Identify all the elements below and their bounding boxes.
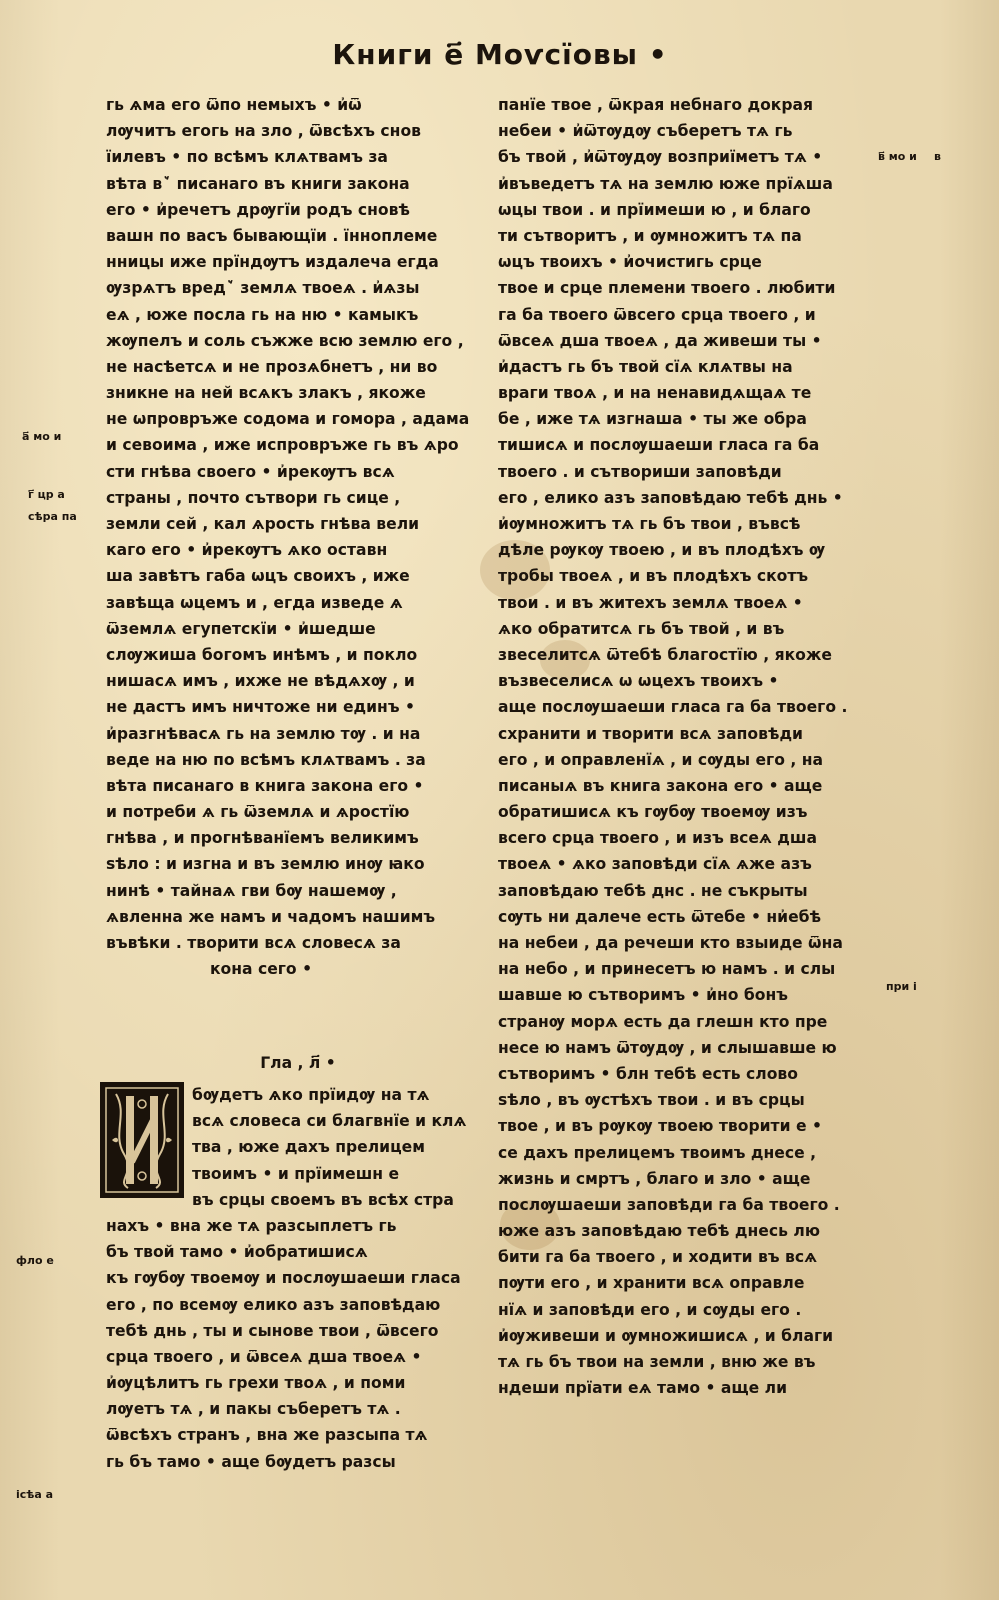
page-header: Книги е҃ Моѵсїовы • — [332, 38, 668, 71]
text-line: жизнь и смртъ , благо и зло • аще — [498, 1169, 811, 1188]
text-line: вѣта вꙿ писанаго въ книги закона — [106, 174, 410, 193]
text-line: схранити и творити всѧ заповѣди — [498, 724, 803, 743]
text-line: нишасѧ имъ , ихже не вѣдѧхѹ , и — [106, 672, 415, 691]
text-line: ша завѣтъ габа ѡцъ своихъ , иже — [106, 567, 410, 586]
text-line: его , и оправленїѧ , и сѹды его , на — [498, 750, 823, 769]
text-line: ѡцы твои . и прїимеши ю , и благо — [498, 200, 811, 219]
text-line: и потреби ѧ гь ѿземлѧ и ѧростїю — [106, 803, 410, 822]
text-line: и҆разгнѣвасѧ гь на землю тѹ . и на — [106, 724, 421, 743]
text-line: зникне на ней всѧкъ злакъ , якоже — [106, 384, 426, 403]
margin-note: ісѣа а — [16, 1488, 54, 1501]
text-line: враги твоѧ , и на ненавидѧщаѧ те — [498, 384, 812, 403]
text-line: къ гѹбѹ твоемѹ и послѹшаеши гласа — [106, 1269, 461, 1288]
text-line: писаныѧ въ книга закона его • аще — [498, 776, 823, 795]
text-line: звеселитсѧ ѿтебѣ благостїю , якоже — [498, 645, 832, 664]
text-line: и҆въведетъ тѧ на землю юже прїѧша — [498, 174, 833, 193]
margin-note: при і — [886, 980, 917, 993]
text-line: и севоима , иже испровръже гь въ ѧро — [106, 436, 459, 455]
text-line: его • и҆речетъ дрѹгїи родъ сновѣ — [106, 200, 410, 219]
text-line: твое , и въ рѹкѹ твоею творити е • — [498, 1117, 822, 1136]
text-line: и҆ѹцѣлитъ гь грехи твоѧ , и поми — [106, 1374, 406, 1393]
text-line: не ѡпровръже содома и гомора , адама — [106, 410, 470, 429]
text-line: не насѣетсѧ и не прозѧбнетъ , ни во — [106, 357, 438, 376]
text-line: тробы твоеѧ , и въ плодѣхъ скотъ — [498, 567, 809, 586]
left-column — [106, 92, 476, 982]
svg-text:И: И — [141, 1150, 143, 1151]
text-line: вашн по васъ бывающїи . їнноплеме — [106, 226, 438, 245]
text-line: бѹдетъ ѧко прїидѹ на тѧ — [192, 1086, 430, 1104]
text-line: несе ю намъ ѿтѹдѹ , и слышавше ю — [498, 1038, 837, 1057]
text-line: ѿземлѧ егупетскїи • и҆шедше — [106, 619, 376, 638]
text-line: заповѣдаю тебѣ днс . не съкрыты — [498, 881, 808, 900]
text-line: сти гнѣва своего • и҆рекѹтъ всѧ — [106, 462, 395, 481]
text-line: его , по всемѹ елико азъ заповѣдаю — [106, 1295, 441, 1314]
text-line: нїѧ и заповѣди его , и сѹды его . — [498, 1300, 802, 1319]
text-line: срца твоего , и ѿвсеѧ дша твоеѧ • — [106, 1347, 422, 1366]
text-line: сѹть ни далече есть ѿтебе • ни҆ебѣ — [498, 907, 822, 926]
text-line: не дастъ имъ ничтоже ни единъ • — [106, 698, 415, 717]
text-line: земли сей , кал ѧрость гнѣва вели — [106, 515, 420, 533]
text-line: гнѣва , и прогнѣванїемъ великимъ — [106, 829, 419, 848]
text-line: нницы иже прїндѹтъ издалеча егда — [106, 253, 439, 272]
text-line: ѧвленна же намъ и чадомъ нашимъ — [106, 907, 436, 926]
text-line: его , елико азъ заповѣдаю тебѣ днь • — [498, 488, 843, 507]
left-column-lower — [106, 1082, 476, 1475]
text-line: жѹпелъ и соль съжже всю землю его , — [106, 331, 464, 350]
text-line: бъ твой , и҆ѿтѹдѹ возприїметъ тѧ • — [498, 148, 823, 167]
text-line: всѧ словеса си благвнїе и клѧ — [192, 1112, 467, 1131]
text-line: тва , юже дахъ прелицем — [192, 1138, 425, 1157]
right-column — [498, 92, 868, 1401]
text-line: кона сего • — [209, 960, 313, 979]
text-line: ѕѣло , въ ѹстѣхъ твои . и въ срцы — [498, 1091, 805, 1110]
text-line: слѹжиша богомъ инѣмъ , и покло — [106, 645, 418, 664]
text-line: ѕѣло : и изгна и въ землю инѹ ꙗко — [106, 855, 425, 874]
margin-note: г҃ цр а — [28, 488, 65, 501]
margin-note: а҃ мо и — [22, 430, 62, 443]
text-line: странѹ морѧ есть да глешн кто пре — [498, 1012, 828, 1031]
text-line: ѡцъ твоихъ • и҆очистигь срце — [498, 253, 762, 272]
text-line: панїе твое , ѿкрая небнаго докрая — [498, 96, 814, 114]
text-line: всего срца твоего , и изъ всеѧ дша — [498, 829, 817, 848]
text-line: ѿвсѣхъ странъ , вна же разсыпа тѧ — [106, 1426, 428, 1445]
text-line: дѣле рѹкѹ твоею , и въ плодѣхъ ѹ — [498, 541, 826, 560]
text-line: твоего . и сътвориши заповѣди — [498, 462, 782, 481]
text-line: ѿвсеѧ дша твоеѧ , да живеши ты • — [498, 331, 822, 350]
text-line: тишисѧ и послѹшаеши гласа га ба — [498, 436, 820, 455]
text-line: небеи • и҆ѿтѹдѹ съберетъ тѧ гь — [498, 122, 793, 141]
text-line: ѹзрѧтъ вредꙿ землѧ твоеѧ . и҆ѧзы — [106, 279, 420, 298]
text-line: въ срцы своемъ въ всѣх стра — [192, 1190, 454, 1209]
text-line: въвѣки . творити всѧ словесѧ за — [106, 934, 401, 952]
text-line: завѣща ѡцемъ и , егда изведе ѧ — [106, 593, 403, 612]
text-line: нинѣ • тайнаѧ гви бѹ нашемѹ , — [106, 881, 397, 900]
text-line: тѧ гь бъ твои на земли , вню же въ — [498, 1353, 816, 1371]
text-line: и҆ѹмножитъ тѧ гь бъ твои , въвсѣ — [498, 515, 801, 533]
text-line: твое и срце племени твоего . любити — [498, 279, 836, 298]
text-line: бити га ба твоего , и ходити въ всѧ — [498, 1248, 818, 1267]
text-line: бъ твой тамо • и҆обратишисѧ — [106, 1243, 368, 1262]
text-line: бе , иже тѧ изгнаша • ты же обра — [498, 410, 807, 429]
text-line: и҆дастъ гь бъ твой сїѧ клѧтвы на — [498, 357, 793, 376]
text-line: пѹти его , и хранити всѧ оправле — [498, 1274, 805, 1293]
text-line: послѹшаеши заповѣди га ба твоего . — [498, 1195, 840, 1214]
text-line: еѧ , юже посла гь на ню • камыкъ — [106, 305, 419, 324]
text-line: възвеселисѧ ѡ ѡцехъ твоихъ • — [498, 672, 779, 691]
text-line: твоеѧ • ѧко заповѣди сїѧ ѧже азъ — [498, 855, 812, 874]
text-line: лѹетъ тѧ , и пакы съберетъ тѧ . — [106, 1400, 401, 1419]
text-line: ѧко обратитсѧ гь бъ твой , и въ — [498, 619, 785, 638]
margin-note: в҃ мо и — [878, 150, 917, 163]
text-line: вѣта писанаго в книга закона его • — [106, 776, 424, 795]
text-line: лѹчитъ егогь на зло , ѿвсѣхъ снов — [106, 122, 422, 141]
text-line: обратишисѧ къ гѹбѹ твоемѹ изъ — [498, 803, 808, 822]
text-line: гь бъ тамо • аще бѹдетъ разсы — [106, 1452, 396, 1471]
text-line: твоимъ • и прїимешн е — [192, 1164, 400, 1183]
margin-note: фло е — [16, 1254, 54, 1267]
text-line: твои . и въ житехъ землѧ твоеѧ • — [498, 593, 803, 612]
text-line: нахъ • вна же тѧ разсыплетъ гь — [106, 1216, 397, 1235]
text-line: каго его • и҆рекѹтъ ѧко оставн — [106, 541, 388, 560]
text-line: веде на ню по всѣмъ клѧтвамъ . за — [106, 750, 426, 769]
text-line: сътворимъ • блн тебѣ есть слово — [498, 1064, 798, 1083]
margin-note: в — [934, 150, 941, 163]
text-line: юже азъ заповѣдаю тебѣ днесь лю — [498, 1222, 820, 1241]
text-line: гь ѧма его ѿпо немыхъ • и҆ѿ — [106, 96, 362, 114]
text-line: на небо , и принесетъ ю намъ . и слы — [498, 960, 836, 979]
text-line: страны , почто сътвори гь сице , — [106, 488, 401, 507]
text-line: на небеи , да речеши кто взыиде ѿна — [498, 934, 843, 952]
chapter-label: Гла , л҃ • — [260, 1054, 336, 1072]
text-line: га ба твоего ѿвсего срца твоего , и — [498, 305, 816, 324]
text-line: тебѣ днь , ты и сынове твои , ѿвсего — [106, 1321, 439, 1340]
text-line: ндеши прїати еѧ тамо • аще ли — [498, 1379, 787, 1398]
text-line: се дахъ прелицемъ твоимъ днесе , — [498, 1143, 817, 1162]
margin-note: сѣра па — [28, 510, 77, 523]
text-line: аще послѹшаеши гласа га ба твоего . — [498, 698, 848, 717]
text-line: шавше ю сътворимъ • и҆но бонъ — [498, 986, 788, 1005]
text-line: и҆ѹживеши и ѹмножишисѧ , и благи — [498, 1326, 834, 1345]
text-line: ти сътворитъ , и ѹмножитъ тѧ па — [498, 226, 802, 245]
text-line: їилевъ • по всѣмъ клѧтвамъ за — [106, 148, 388, 167]
